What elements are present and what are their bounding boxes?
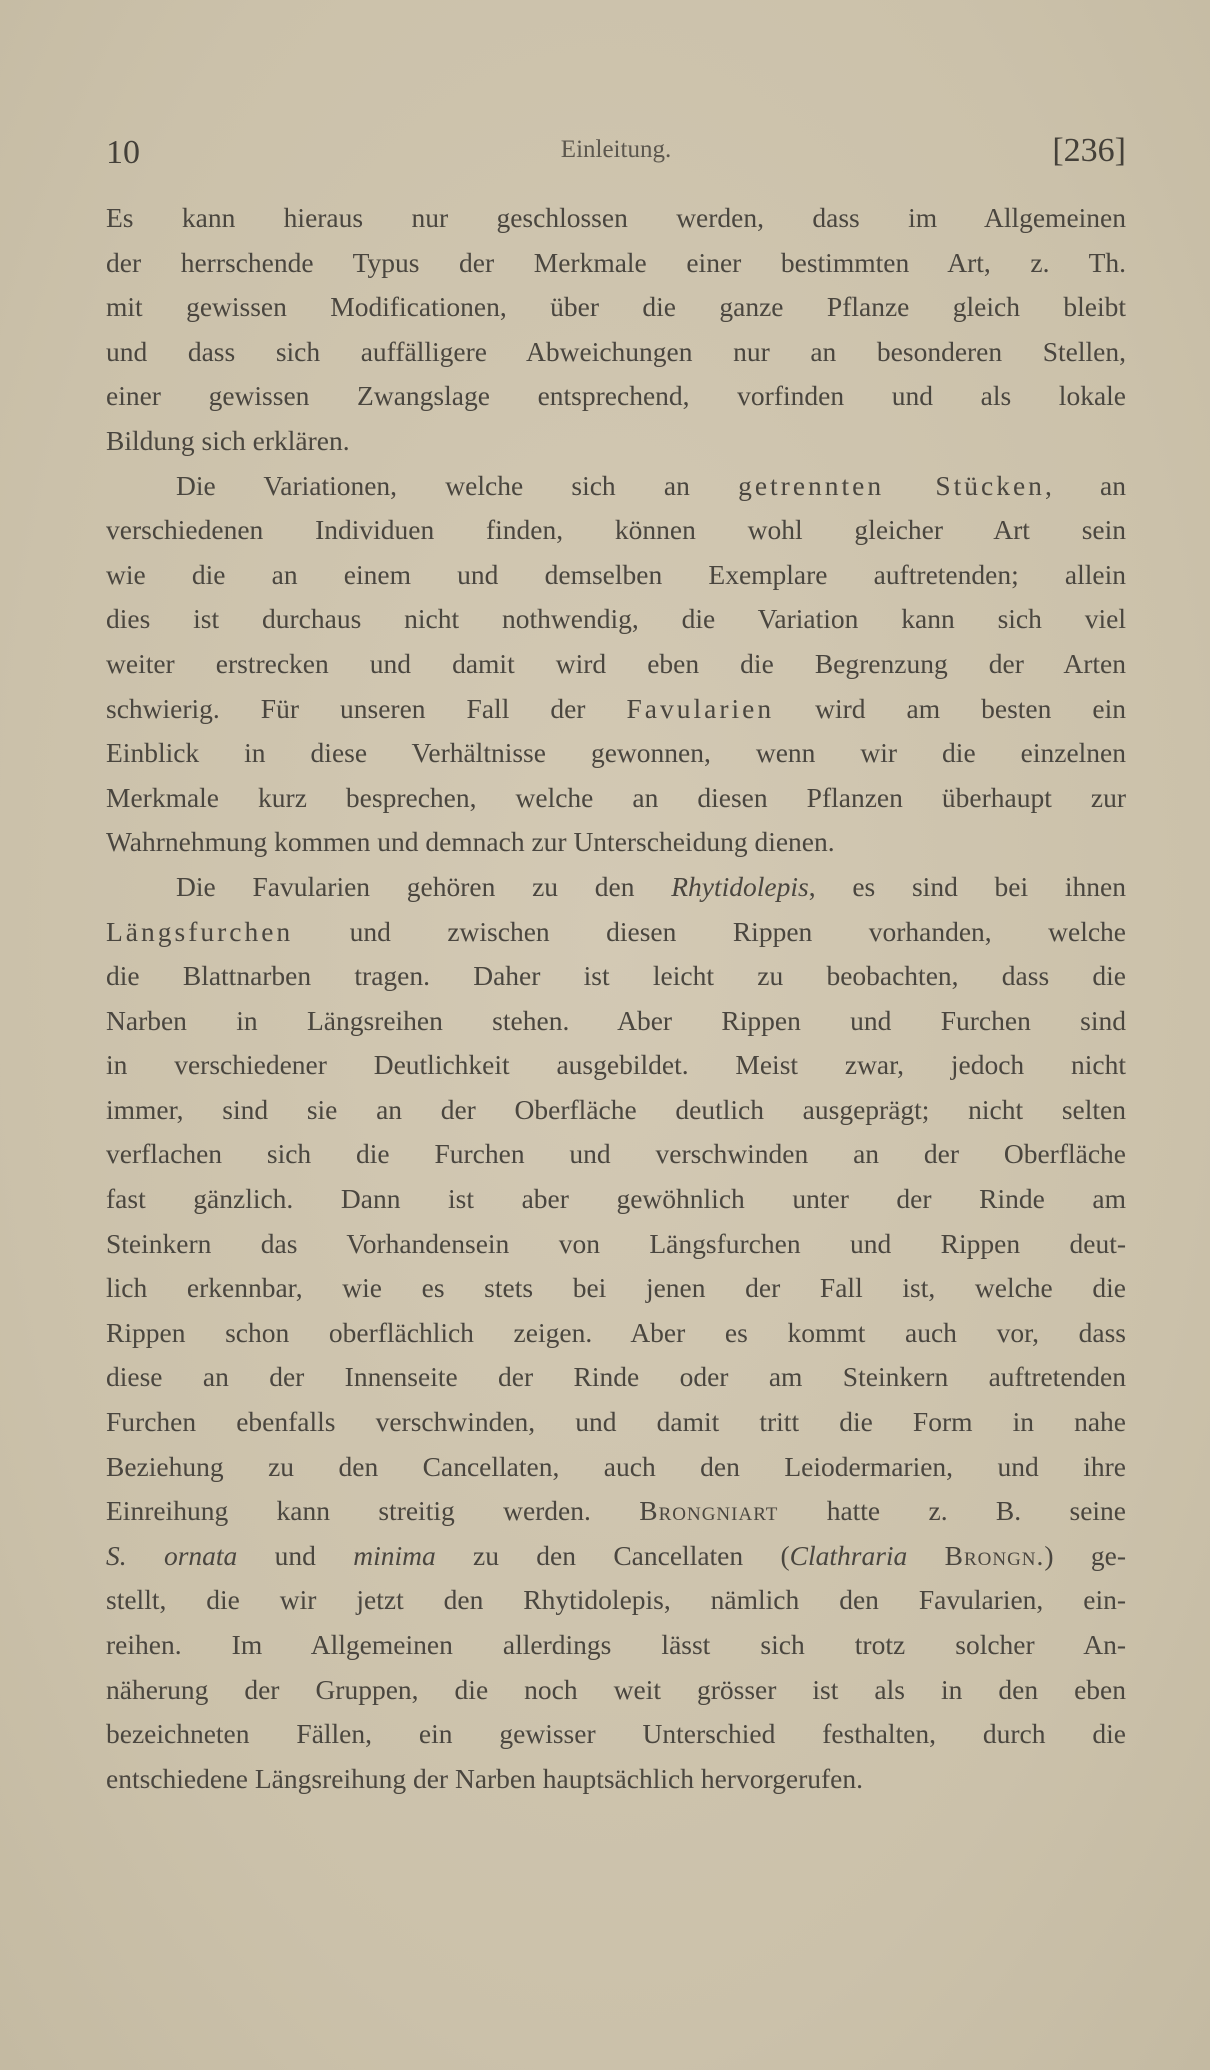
text-segment: stellt, die wir jetzt den Rhytidolepis, nämlich den Favularien, ein- <box>106 1584 1126 1616</box>
text-line <box>106 285 1126 330</box>
text-line <box>106 910 1126 955</box>
text-line <box>106 1534 1126 1579</box>
text-line <box>106 1400 1126 1445</box>
text-line <box>106 999 1126 1044</box>
text-line <box>106 1311 1126 1356</box>
text-line <box>106 820 1126 865</box>
text-segment: Clathraria <box>789 1539 908 1571</box>
text-segment: diese an der Innenseite der Rinde oder am Steinkern auftretenden <box>106 1361 1126 1393</box>
text-segment: Längsfurchen <box>106 915 294 947</box>
text-segment: immer, sind sie an der Oberfläche deutlich ausgeprägt; nicht selten <box>106 1093 1126 1125</box>
text-segment: Brongniart <box>639 1495 779 1527</box>
text-segment: der herrschende Typus der Merkmale einer bestimmten Art, z. Th. <box>106 246 1126 278</box>
text-segment: Wahrnehmung kommen und demnach zur Unterscheidung dienen. <box>106 826 835 858</box>
text-segment: einer gewissen Zwangslage entsprechend, vorfinden und als lokale <box>106 380 1126 412</box>
text-line <box>106 865 1126 910</box>
text-line <box>106 241 1126 286</box>
text-line <box>106 1712 1126 1757</box>
text-segment: getrennten Stücken <box>738 469 1045 501</box>
text-segment <box>907 1540 944 1571</box>
text-segment: weiter erstrecken und damit wird eben die Begrenzung der Arten <box>106 647 1126 679</box>
text-line <box>106 954 1126 999</box>
text-segment: hatte z. B. seine <box>778 1495 1126 1527</box>
text-segment: Die Variationen, welche sich an <box>176 469 739 501</box>
text-segment: wird am besten ein <box>774 692 1126 724</box>
text-line <box>106 1489 1126 1534</box>
body-text <box>106 196 1126 1801</box>
text-line <box>106 1043 1126 1088</box>
text-line <box>106 1222 1126 1267</box>
text-segment: Brongn. <box>944 1539 1045 1571</box>
page-number: 10 <box>106 134 140 171</box>
text-segment: , an <box>1044 469 1126 501</box>
text-line <box>106 374 1126 419</box>
text-segment: entschiedene Längsreihung der Narben hauptsächlich hervorgerufen. <box>106 1762 863 1794</box>
text-line <box>106 1177 1126 1222</box>
original-page-number: [236] <box>1052 132 1126 169</box>
text-line <box>106 1668 1126 1713</box>
text-line <box>106 196 1126 241</box>
text-line <box>106 464 1126 509</box>
text-segment: Die Favularien gehören zu den <box>176 870 672 902</box>
text-segment: zu den Cancellaten ( <box>435 1539 790 1571</box>
text-line <box>106 1132 1126 1177</box>
text-line <box>106 553 1126 598</box>
text-line <box>106 508 1126 553</box>
page-header <box>106 128 1126 178</box>
text-segment: schwierig. Für unseren Fall der <box>106 692 627 724</box>
text-line <box>106 1578 1126 1623</box>
text-segment: Rhytidolepis <box>671 870 809 902</box>
text-segment: mit gewissen Modificationen, über die ganze Pflanze gleich bleibt <box>106 291 1126 323</box>
text-segment: und zwischen diesen Rippen vorhanden, welche <box>293 915 1126 947</box>
text-segment: und dass sich auffälligere Abweichungen nur an besonderen Stellen, <box>106 335 1126 367</box>
text-segment: dies ist durchaus nicht nothwendig, die Variation kann sich viel <box>106 603 1126 635</box>
text-segment: die Blattnarben tragen. Daher ist leicht zu beobachten, dass die <box>106 960 1126 992</box>
text-segment: Einblick in diese Verhältnisse gewonnen, wenn wir die einzelnen <box>106 737 1126 769</box>
text-line <box>106 1623 1126 1668</box>
text-segment: bezeichneten Fällen, ein gewisser Unterschied festhalten, durch die <box>106 1718 1126 1750</box>
running-title: Einleitung. <box>560 136 672 163</box>
text-segment: Beziehung zu den Cancellaten, auch den Leiodermarien, und ihre <box>106 1450 1126 1482</box>
text-line <box>106 687 1126 732</box>
text-line <box>106 731 1126 776</box>
text-segment: Steinkern das Vorhandensein von Längsfurchen und Rippen deut- <box>106 1227 1126 1259</box>
text-segment: Merkmale kurz besprechen, welche an diesen Pflanzen überhaupt zur <box>106 781 1126 813</box>
text-segment: in verschiedener Deutlichkeit ausgebildet. Meist zwar, jedoch nicht <box>106 1049 1126 1081</box>
text-segment: reihen. Im Allgemeinen allerdings lässt sich trotz solcher An- <box>106 1629 1126 1660</box>
text-line <box>106 419 1126 464</box>
text-segment: Favularien <box>626 692 775 724</box>
text-line <box>106 1355 1126 1400</box>
text-segment: ) ge- <box>1044 1539 1126 1571</box>
text-segment: Bildung sich erklären. <box>106 424 350 456</box>
text-line <box>106 642 1126 687</box>
text-line <box>106 1088 1126 1133</box>
text-segment: wie die an einem und demselben Exemplare auftretenden; allein <box>106 558 1126 590</box>
text-segment: näherung der Gruppen, die noch weit grösser ist als in den eben <box>106 1673 1126 1705</box>
text-line <box>106 597 1126 642</box>
text-line <box>106 776 1126 821</box>
text-segment: Einreihung kann streitig werden. <box>106 1495 640 1527</box>
text-segment: S. ornata <box>106 1539 238 1571</box>
text-segment: , es sind bei ihnen <box>808 870 1126 902</box>
text-line <box>106 1757 1126 1802</box>
text-segment: Narben in Längsreihen stehen. Aber Rippen und Furchen sind <box>106 1004 1126 1036</box>
text-line <box>106 1266 1126 1311</box>
text-segment: verflachen sich die Furchen und verschwinden an der Oberfläche <box>106 1138 1126 1170</box>
text-segment: Es kann hieraus nur geschlossen werden, dass im Allgemeinen <box>106 202 1126 233</box>
text-line <box>106 1445 1126 1490</box>
text-segment: lich erkennbar, wie es stets bei jenen der Fall ist, welche die <box>106 1272 1126 1304</box>
text-segment: und <box>237 1539 354 1571</box>
text-segment: Furchen ebenfalls verschwinden, und damit tritt die Form in nahe <box>106 1406 1126 1438</box>
text-segment: minima <box>353 1539 436 1571</box>
text-segment: fast gänzlich. Dann ist aber gewöhnlich unter der Rinde am <box>106 1183 1126 1215</box>
text-segment: Rippen schon oberflächlich zeigen. Aber es kommt auch vor, dass <box>106 1316 1126 1348</box>
text-line <box>106 330 1126 375</box>
text-segment: verschiedenen Individuen finden, können wohl gleicher Art sein <box>106 514 1126 546</box>
